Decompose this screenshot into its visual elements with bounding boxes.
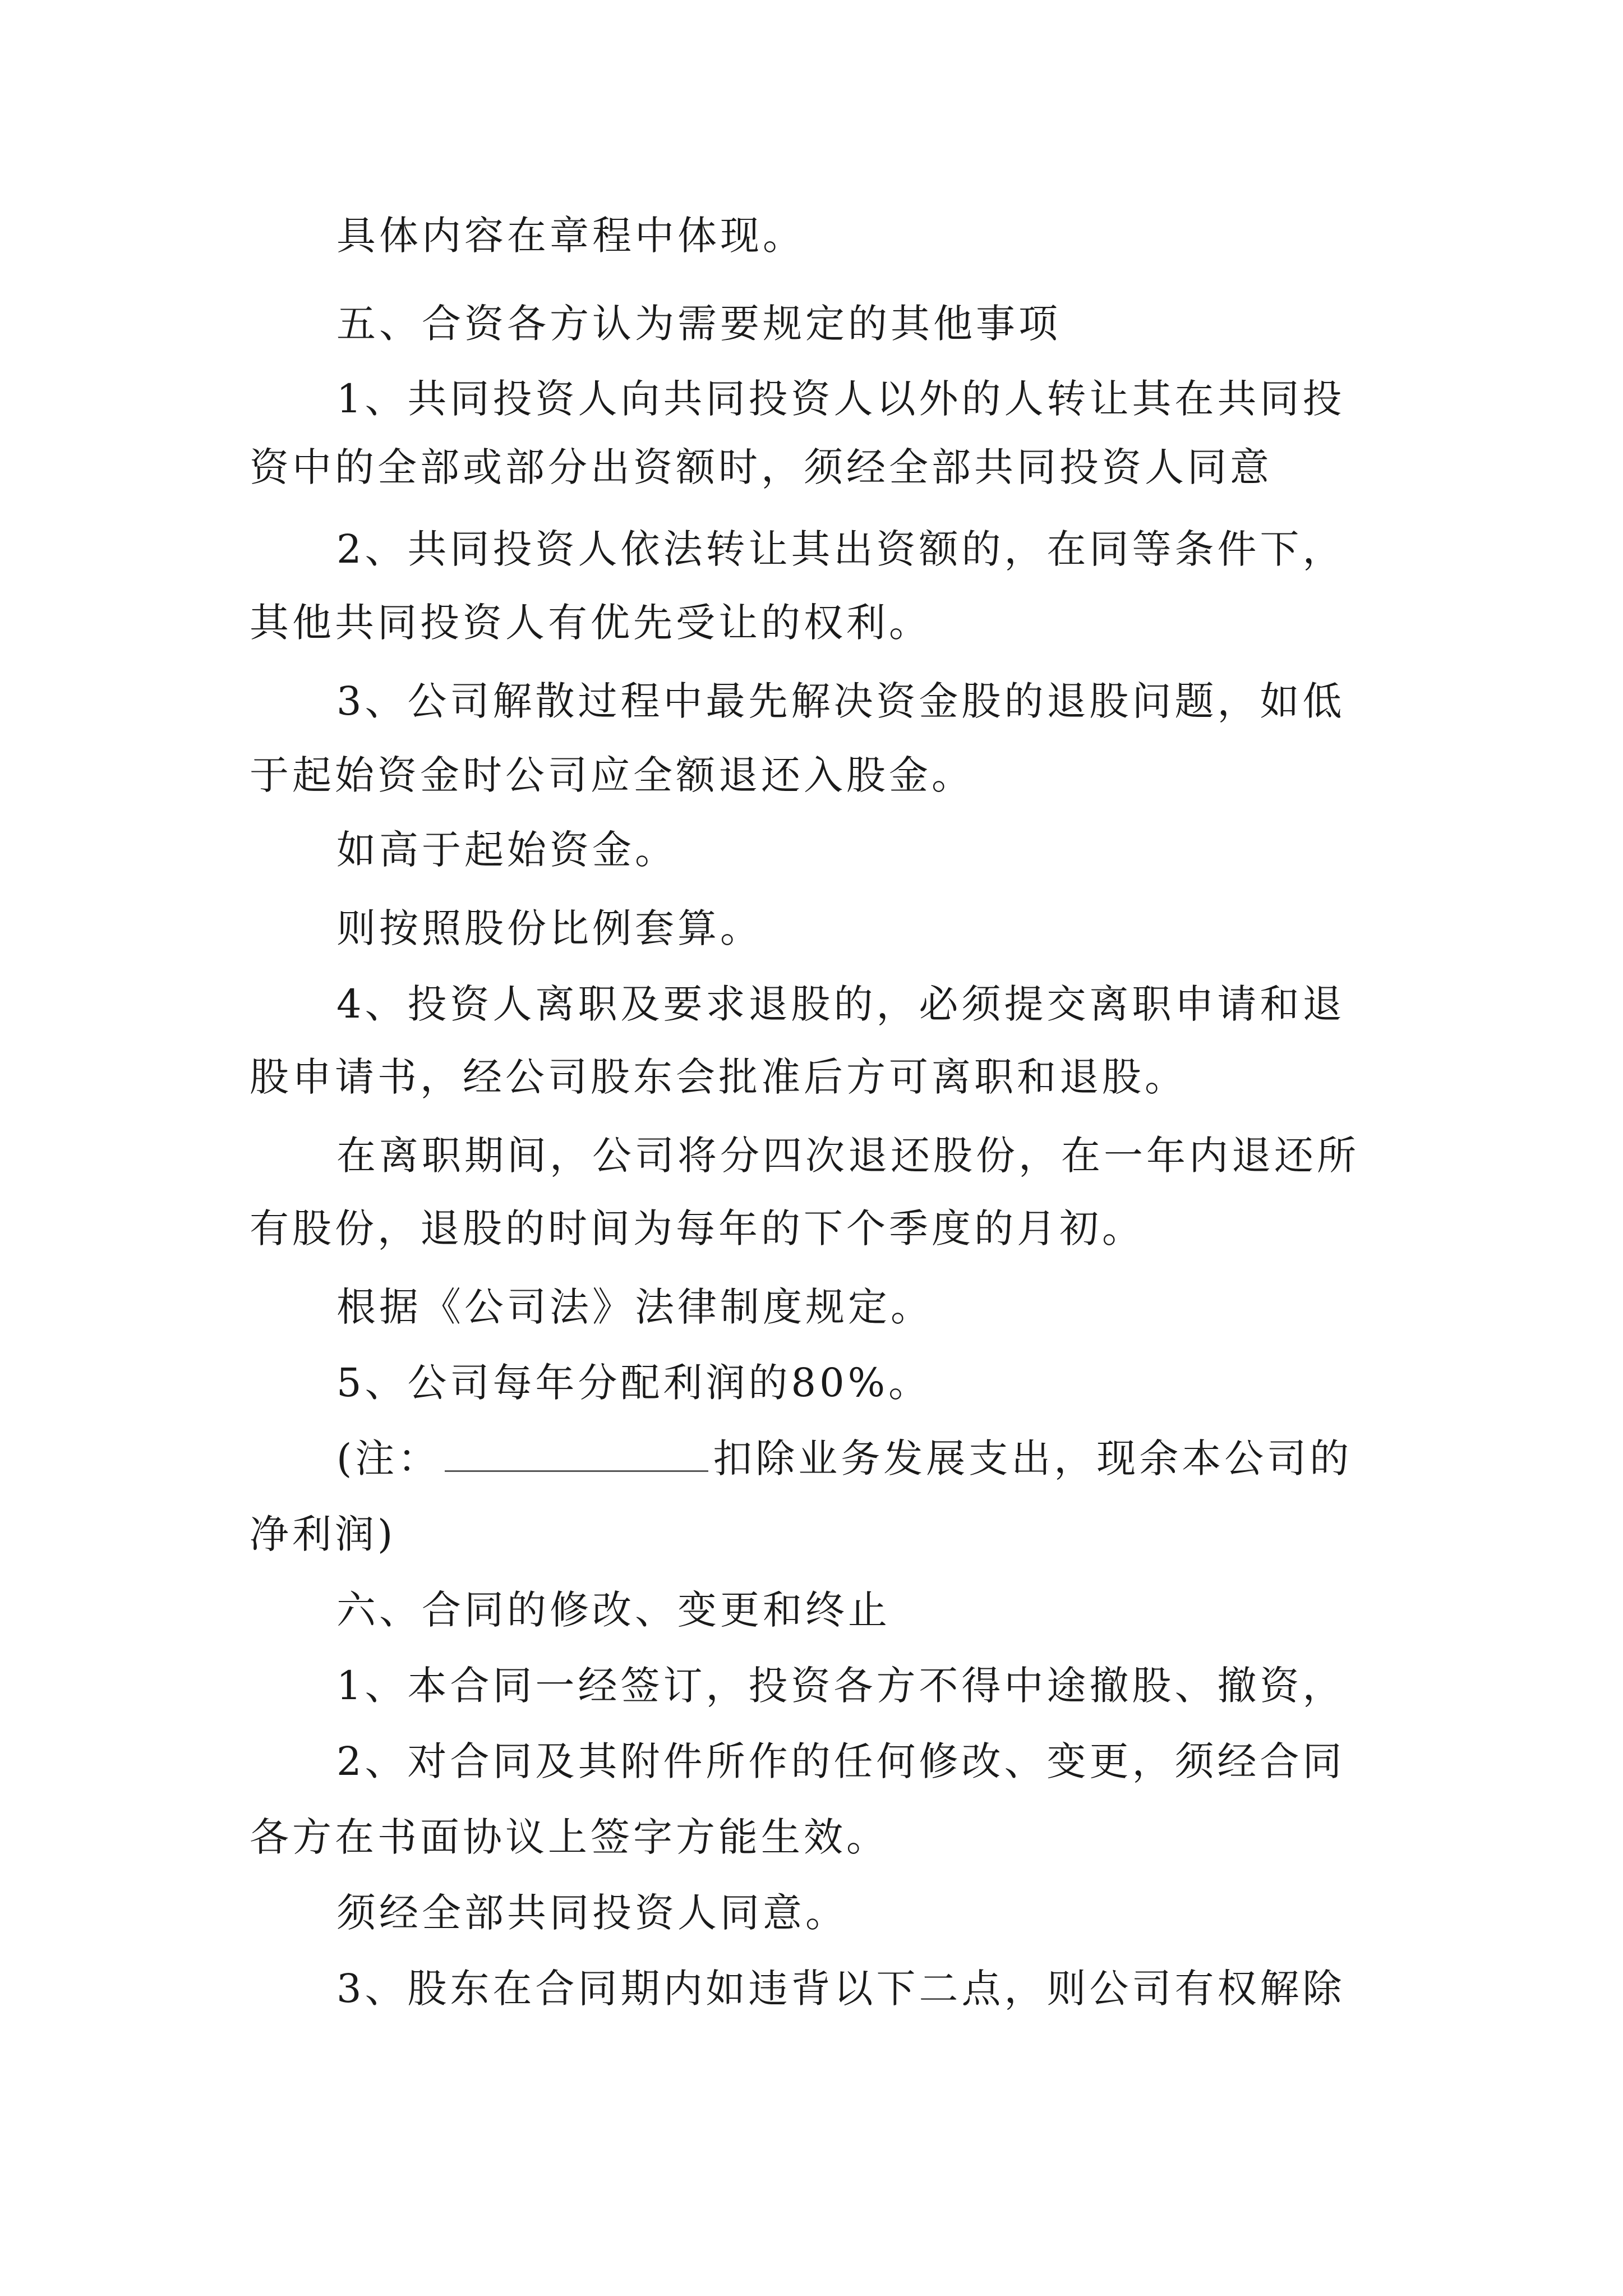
text-line: 5、公司每年分配利润的80%。 [336, 1360, 932, 1406]
text-line: 根据《公司法》法律制度规定。 [336, 1284, 933, 1330]
text-line: 1、本合同一经签订，投资各方不得中途撤股、撤资， [336, 1663, 1345, 1709]
text-line: 其他共同投资人有优先受让的权利。 [250, 600, 932, 646]
text-line: 净利润) [250, 1511, 396, 1557]
text-line: 2、共同投资人依法转让其出资额的，在同等条件下， [336, 526, 1345, 572]
text-line: 资中的全部或部分出资额时，须经全部共同投资人同意 [250, 444, 1272, 490]
text-line: 3、公司解散过程中最先解决资金股的退股问题，如低 [336, 678, 1345, 724]
text-line: 于起始资金时公司应全额退还入股金。 [250, 752, 974, 798]
text-line: 在离职期间，公司将分四次退还股份，在一年内退还所 [336, 1133, 1359, 1179]
text-line: 4、投资人离职及要求退股的，必须提交离职申请和退 [336, 981, 1345, 1027]
text-line: 如高于起始资金。 [336, 827, 677, 873]
text-line: 须经全部共同投资人同意。 [336, 1890, 848, 1936]
section-heading: 五、合资各方认为需要规定的其他事项 [336, 301, 1061, 347]
section-heading: 六、合同的修改、变更和终止 [336, 1587, 891, 1633]
fill-in-blank [445, 1437, 708, 1472]
text-line: 具体内容在章程中体现。 [336, 213, 805, 259]
text-line: 则按照股份比例套算。 [336, 905, 763, 951]
text-line: 2、对合同及其附件所作的任何修改、变更，须经合同 [336, 1738, 1345, 1784]
note-text: 扣除业务发展支出，现余本公司的 [713, 1435, 1353, 1481]
text-line: 各方在书面协议上签字方能生效。 [250, 1814, 889, 1860]
text-line: 1、共同投资人向共同投资人以外的人转让其在共同投 [336, 376, 1345, 422]
text-line: 3、股东在合同期内如违背以下二点，则公司有权解除 [336, 1966, 1345, 2012]
note-line [336, 1428, 1352, 1489]
note-prefix: (注： [336, 1435, 441, 1481]
text-line: 有股份，退股的时间为每年的下个季度的月初。 [250, 1205, 1145, 1251]
text-line: 股申请书，经公司股东会批准后方可离职和退股。 [250, 1054, 1187, 1100]
